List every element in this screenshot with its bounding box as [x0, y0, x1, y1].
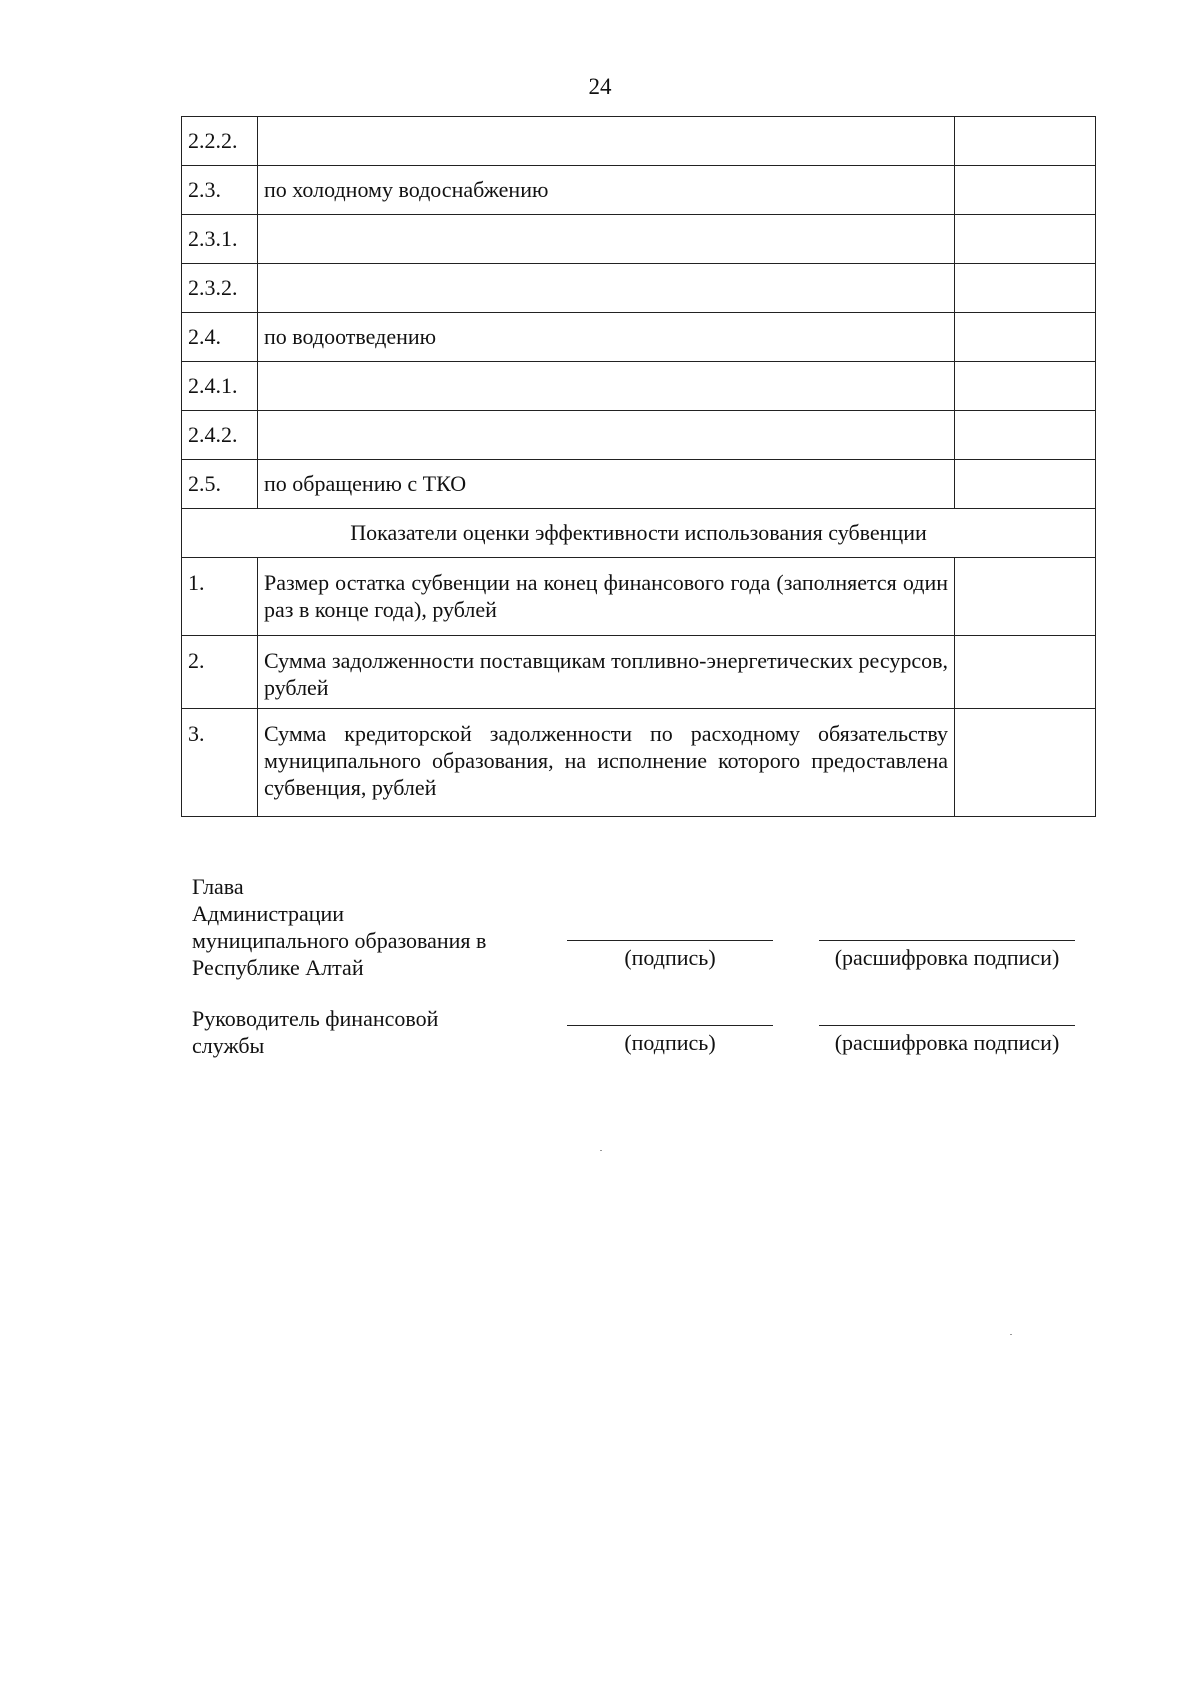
indicator-value [955, 709, 1096, 817]
table-row [182, 166, 1096, 215]
table-row [182, 411, 1096, 460]
indicator-number: 3. [182, 709, 258, 817]
table-row [182, 362, 1096, 411]
indicator-value [955, 636, 1096, 709]
section-heading-row [182, 509, 1096, 558]
head-decryption-caption: (расшифровка подписи) [834, 945, 1060, 970]
table-row [182, 264, 1096, 313]
finance-signature-line[interactable] [567, 1025, 773, 1026]
row-value [955, 117, 1096, 166]
head-decryption-line[interactable] [819, 940, 1075, 941]
indicator-number: 2. [182, 636, 258, 709]
indicator-row [182, 636, 1096, 709]
head-title-line: Республике Алтай [192, 955, 364, 980]
row-name [258, 362, 955, 411]
section-heading: Показатели оценки эффективности использования субвенции [182, 509, 1096, 558]
row-value [955, 264, 1096, 313]
row-value [955, 166, 1096, 215]
finance-title-line: Руководитель финансовой [192, 1006, 439, 1031]
finance-decryption-caption: (расшифровка подписи) [834, 1030, 1060, 1055]
head-title-line: Глава [192, 874, 244, 899]
row-number: 2.4.1. [182, 362, 258, 411]
head-title-block [192, 873, 486, 981]
head-signature-caption: (подпись) [624, 945, 716, 970]
finance-title-line: службы [192, 1033, 265, 1058]
table-row [182, 313, 1096, 362]
page-number: 24 [588, 74, 612, 99]
row-name [258, 264, 955, 313]
indicator-name: Сумма кредиторской задолженности по расходному обязательству муниципального образования, на исполнение которого предоставлена субвенция, рублей [258, 709, 955, 817]
indicator-value [955, 558, 1096, 636]
scan-speck [1010, 1334, 1012, 1335]
indicator-name: Сумма задолженности поставщикам топливно-энергетических ресурсов, рублей [258, 636, 955, 709]
row-value [955, 313, 1096, 362]
row-name: по водоотведению [258, 313, 955, 362]
row-number: 2.2.2. [182, 117, 258, 166]
finance-decryption-line[interactable] [819, 1025, 1075, 1026]
indicator-row [182, 558, 1096, 636]
head-signature-line[interactable] [567, 940, 773, 941]
indicator-name: Размер остатка субвенции на конец финансового года (заполняется один раз в конце года), рублей [258, 558, 955, 636]
row-name: по холодному водоснабжению [258, 166, 955, 215]
head-title-line: муниципального образования в [192, 928, 487, 953]
row-name [258, 215, 955, 264]
row-number: 2.3.2. [182, 264, 258, 313]
row-value [955, 411, 1096, 460]
row-value [955, 460, 1096, 509]
row-name [258, 117, 955, 166]
table-row [182, 460, 1096, 509]
report-table [181, 116, 1096, 817]
table-row [182, 215, 1096, 264]
table-row [182, 117, 1096, 166]
row-number: 2.5. [182, 460, 258, 509]
row-number: 2.3. [182, 166, 258, 215]
head-title-line: Администрации [192, 901, 345, 926]
indicator-row [182, 709, 1096, 817]
row-number: 2.4. [182, 313, 258, 362]
row-value [955, 215, 1096, 264]
finance-signature-caption: (подпись) [624, 1030, 716, 1055]
row-name: по обращению с ТКО [258, 460, 955, 509]
finance-title-block [192, 1005, 438, 1059]
row-value [955, 362, 1096, 411]
row-name [258, 411, 955, 460]
indicator-number: 1. [182, 558, 258, 636]
row-number: 2.3.1. [182, 215, 258, 264]
scan-speck [600, 1150, 602, 1151]
row-number: 2.4.2. [182, 411, 258, 460]
